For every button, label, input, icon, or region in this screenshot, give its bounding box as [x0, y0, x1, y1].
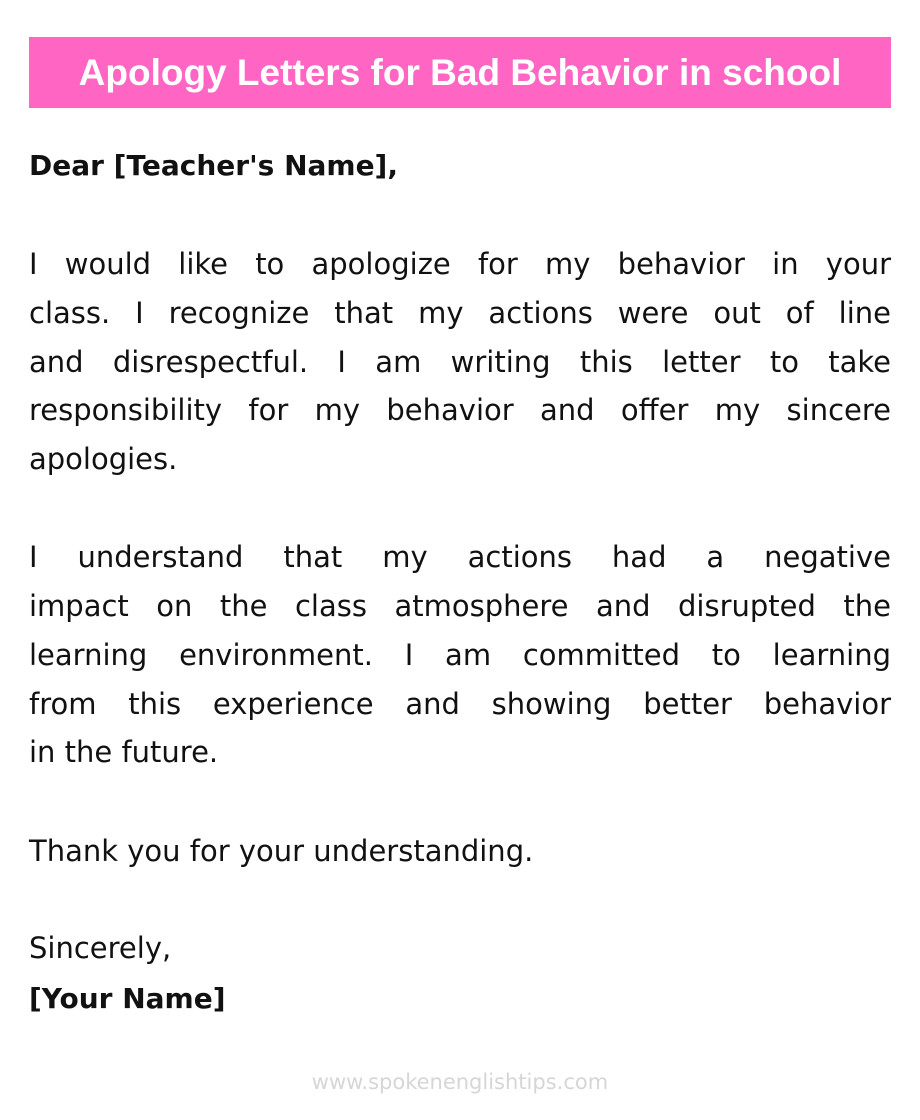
greeting: Dear [Teacher's Name],: [29, 149, 398, 182]
paragraph-line: impact on the class atmosphere and disrupted the: [29, 589, 891, 623]
website-watermark: www.spokenenglishtips.com: [311, 1070, 609, 1094]
paragraph-line: and disrespectful. I am writing this letter to take: [29, 345, 891, 379]
paragraph-line: I would like to apologize for my behavior in your: [29, 247, 891, 281]
signature: [Your Name]: [29, 982, 226, 1015]
paragraph-line: learning environment. I am committed to learning: [29, 638, 891, 672]
paragraph-line: class. I recognize that my actions were out of line: [29, 296, 891, 330]
page-title: Apology Letters for Bad Behavior in school: [29, 37, 891, 108]
thanks-line: Thank you for your understanding.: [29, 834, 534, 868]
paragraph-line: in the future.: [29, 735, 219, 769]
closing: Sincerely,: [29, 931, 172, 965]
paragraph-line: I understand that my actions had a negative: [29, 540, 891, 574]
paragraph-line: from this experience and showing better behavior: [29, 687, 891, 721]
paragraph-line: apologies.: [29, 442, 178, 476]
paragraph-line: responsibility for my behavior and offer my sincere: [29, 393, 891, 427]
